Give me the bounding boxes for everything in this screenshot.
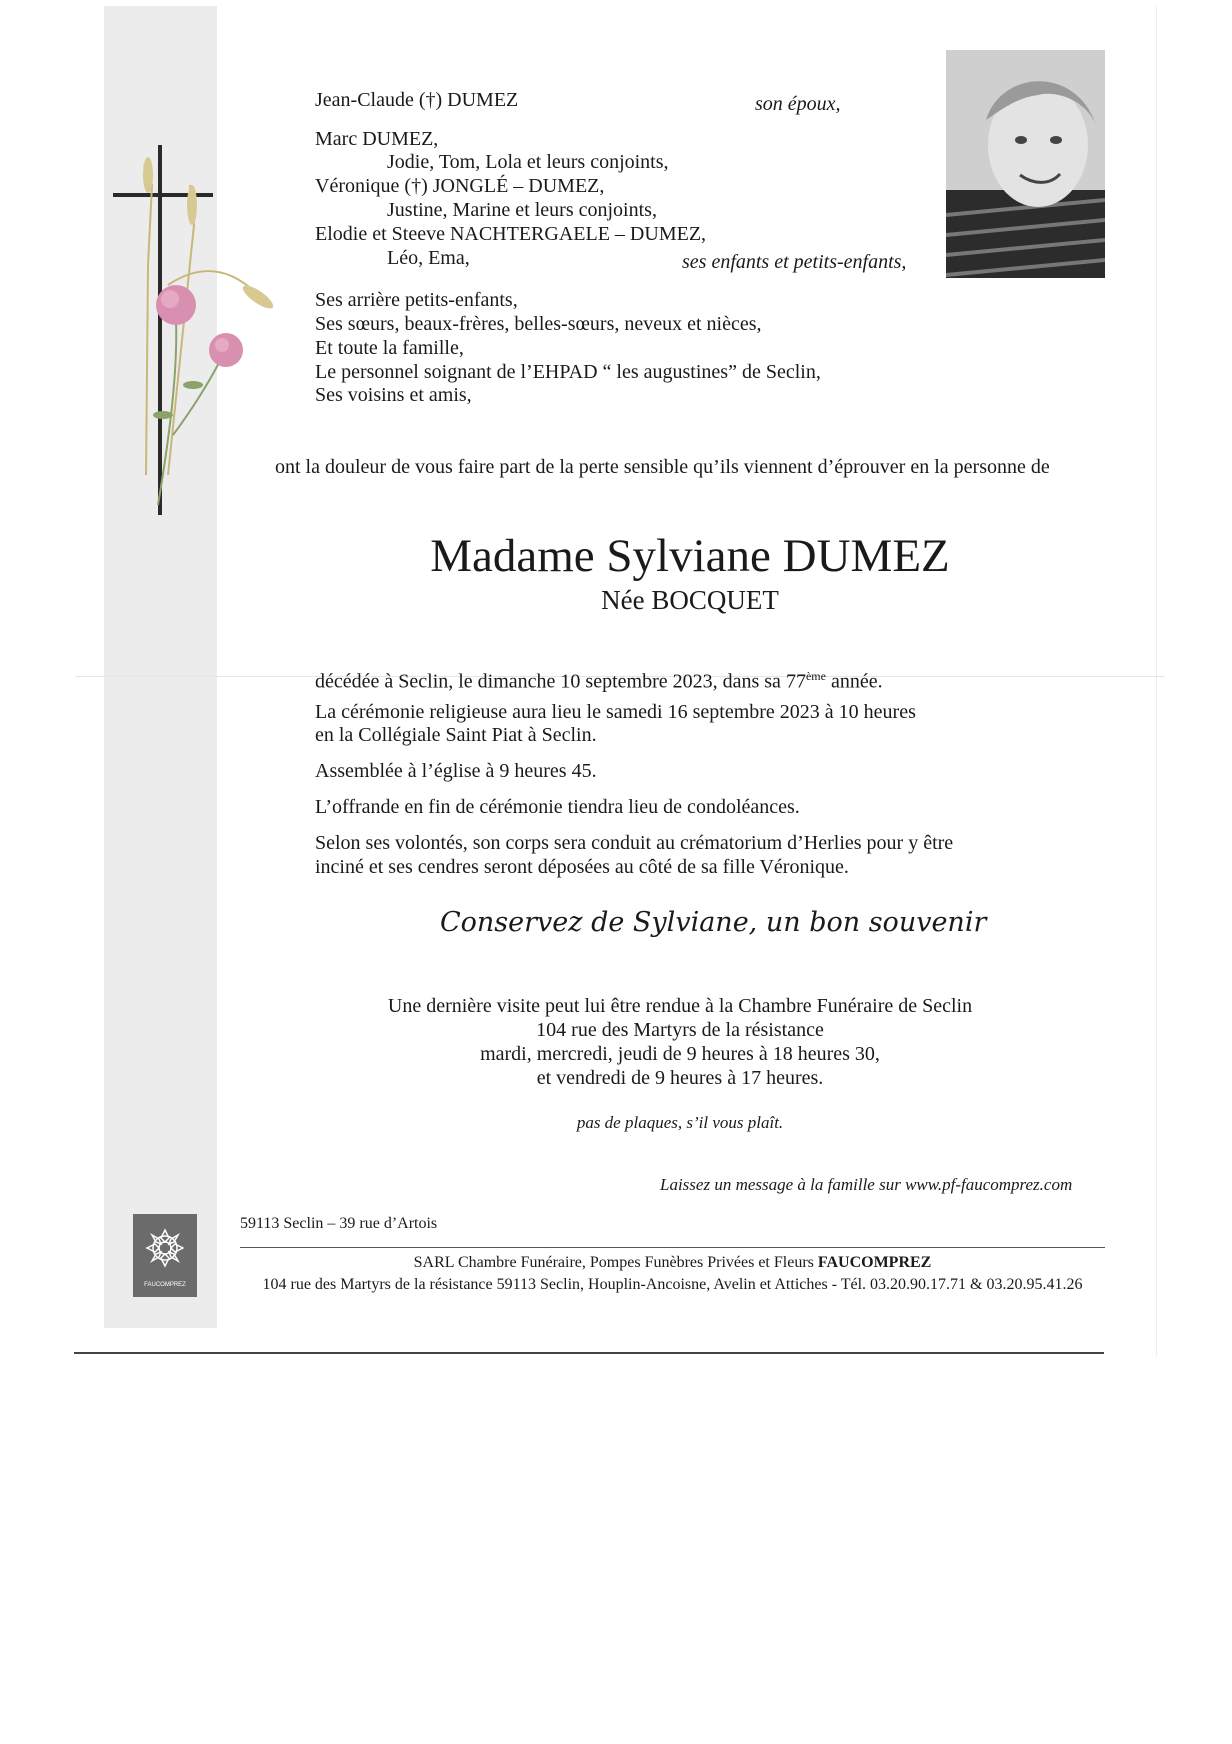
company-line: SARL Chambre Funéraire, Pompes Funèbres Privées et Fleurs FAUCOMPREZ [413, 1254, 932, 1271]
address: 59113 Seclin – 39 rue d’Artois [240, 1215, 438, 1232]
memory-phrase: Conservez de Sylviane, un bon souvenir [440, 907, 987, 938]
children-relation: ses enfants et petits-enfants, [682, 251, 907, 273]
others-line: Et toute la famille, [315, 337, 464, 359]
offering-line: L’offrande en fin de cérémonie tiendra lieu de condoléances. [315, 796, 800, 818]
family-line: Justine, Marine et leurs conjoints, [387, 199, 657, 221]
family-line: Marc DUMEZ, [315, 128, 439, 150]
spouse-name: Jean-Claude (†) DUMEZ [315, 89, 519, 111]
others-line: Ses sœurs, beaux-frères, belles-sœurs, neveux et nièces, [315, 313, 762, 335]
death-details: décédée à Seclin, le dimanche 10 septembre 2023, dans sa 77ème année. [315, 669, 883, 693]
wish-line: Selon ses volontés, son corps sera conduit au crématorium d’Herlies pour y être [315, 832, 954, 854]
ceremony-line: La cérémonie religieuse aura lieu le samedi 16 septembre 2023 à 10 heures [315, 701, 916, 723]
others-line: Ses arrière petits-enfants, [315, 289, 518, 311]
bottom-rule [74, 1352, 1104, 1354]
visit-line: mardi, mercredi, jeudi de 9 heures à 18 heures 30, [480, 1043, 880, 1065]
family-line: Elodie et Steeve NACHTERGAELE – DUMEZ, [315, 223, 707, 245]
visit-line: Une dernière visite peut lui être rendue à la Chambre Funéraire de Seclin [387, 995, 973, 1017]
others-line: Ses voisins et amis, [315, 384, 472, 406]
family-line: Léo, Ema, [387, 247, 470, 269]
funeral-logo [133, 1214, 197, 1297]
deceased-photo [946, 50, 1105, 278]
ceremony-line: en la Collégiale Saint Piat à Seclin. [315, 724, 597, 746]
page-edge [1156, 6, 1157, 1356]
family-line: Jodie, Tom, Lola et leurs conjoints, [387, 151, 669, 173]
svg-text:FAUCOMPREZ: FAUCOMPREZ [144, 1282, 186, 1288]
message-note: Laissez un message à la famille sur www.pf-faucomprez.com [660, 1175, 1073, 1194]
family-line: Véronique (†) JONGLÉ – DUMEZ, [315, 175, 605, 197]
spouse-relation: son époux, [755, 93, 841, 115]
flower-emblem-icon [133, 1214, 197, 1297]
maiden-name: Née BOCQUET [601, 585, 779, 615]
visit-line: 104 rue des Martyrs de la résistance [536, 1019, 824, 1041]
wish-line: inciné et ses cendres seront déposées au côté de sa fille Véronique. [315, 856, 849, 878]
no-plaques-note: pas de plaques, s’il vous plaît. [576, 1113, 784, 1132]
others-line: Le personnel soignant de l’EHPAD “ les augustines” de Seclin, [315, 361, 821, 383]
visit-line: et vendredi de 9 heures à 17 heures. [536, 1067, 824, 1089]
deceased-name: Madame Sylviane DUMEZ [430, 530, 950, 582]
company-contact: 104 rue des Martyrs de la résistance 59113 Seclin, Houplin-Ancoisne, Avelin et Attiches - Tél. 03.20.90.17.71 & 03.20.95.41.26 [262, 1276, 1083, 1293]
announcement: ont la douleur de vous faire part de la perte sensible qu’ils viennent d’éprouver en la personne de [275, 456, 1050, 478]
footer-divider [240, 1247, 1105, 1248]
assembly-line: Assemblée à l’église à 9 heures 45. [315, 760, 597, 782]
